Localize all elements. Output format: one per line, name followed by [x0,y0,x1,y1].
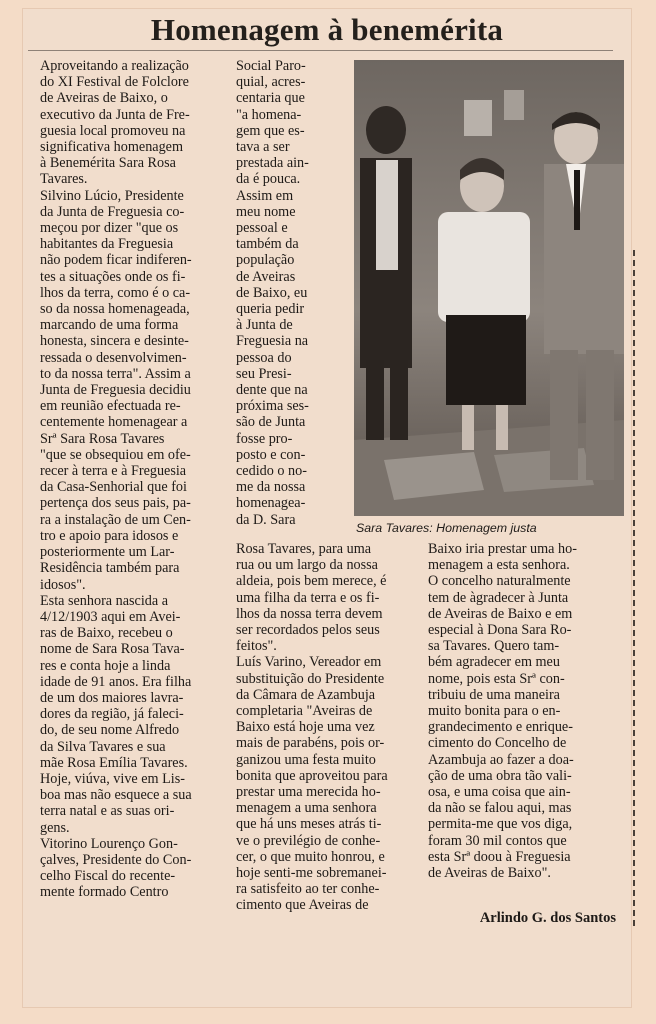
headline-rule [28,50,613,51]
article-column-2-top: Social Paro- quial, acres- centaria que "a homena- gem que es- tava a ser prestada ain- da é pouca. Assim em meu nome pessoal e também da população de Aveiras de Baixo, eu queria pedir à Junta de Freguesia na pessoa do seu Presi- dente que na próxima ses- são de Junta fosse pro- posto e con- cedido o no- me da nossa homenagea- da D. Sara [236,58,309,528]
byline: Arlindo G. dos Santos [479,910,616,926]
article-column-1: Aproveitando a realização do XI Festival de Folclore de Aveiras de Baixo, o executivo da Junta de Fre- guesia local promoveu na significativa homenagem à Benemérita Sara Rosa Tavares. Silvino Lúcio, Presidente da Junta de Freguesia co- meçou por dizer "que os habitantes da Freguesia não podem ficar indiferen- tes a situações onde os fi- lhos da terra, como é o ca- so da nossa homenageada, marcando de uma forma honesta, sincera e desinte- ressada o desenvolvimen- to da nossa terra". Assim a Junta de Freguesia decidiu em reunião efectuada re- centemente homenagear a Srª Sara Rosa Tavares "que se obsequiou em ofe- recer à terra e à Freguesia da Casa-Senhorial que foi pertença dos seus pais, pa- ra a instalação de um Cen- tro e apoio para idosos e posteriormente um Lar- Residência também para idosos". Esta senhora nascida a 4/12/1903 aqui em Avei- ras de Baixo, recebeu o nome de Sara Rosa Tava- res e conta hoje a linda idade de 91 anos. Era filha de um dos maiores lavra- dores da região, já faleci- do, de seu nome Alfredo da Silva Tavares e sua mãe Rosa Emília Tavares. Hoje, viúva, vive em Lis- boa mas não esquece a sua terra natal e as suas ori- gens. Vitorino Lourenço Gon- çalves, Presidente do Con- celho Fiscal do recente- mente formado Centro [40,58,192,901]
headline: Homenagem à benemérita [150,12,504,47]
article-column-2-bottom: Rosa Tavares, para uma rua ou um largo da nossa aldeia, pois bem merece, é uma filha da terra e os fi- lhos da nossa terra devem ser recordados pelos seus feitos". Luís Varino, Vereador em substituição do Presidente da Câmara de Azambuja completaria "Aveiras de Baixo está hoje uma vez mais de parabéns, pois or- ganizou uma festa muito bonita que aproveitou para prestar uma merecida ho- menagem a uma senhora que há uns meses atrás ti- ve o previlégio de conhe- cer, o que muito honrou, e hoje senti-me sobremanei- ra satisfeito ao ter conhe- cimento que Aveiras de [236,541,388,914]
clipping-edge-line [633,250,635,930]
photo-caption: Sara Tavares: Homenagem justa [356,521,537,535]
article-column-3: Baixo iria prestar uma ho- menagem a esta senhora. O concelho naturalmente tem de àgradecer à Junta de Aveiras de Baixo e em especial à Dona Sara Ro- sa Tavares. Quero tam- bém agradecer em meu nome, pois esta Srª con- tribuiu de uma maneira muito bonita para o en- grandecimento e enrique- cimento do Concelho de Azambuja ao fazer a doa- ção de uma obra tão vali- osa, e uma coisa que ain- da não se falou aqui, mas permita-me que vos diga, foram 30 mil contos que esta Srª doou à Freguesia de Aveiras de Baixo". [428,541,577,882]
article-photo [354,60,624,516]
photo-illustration [354,60,624,516]
